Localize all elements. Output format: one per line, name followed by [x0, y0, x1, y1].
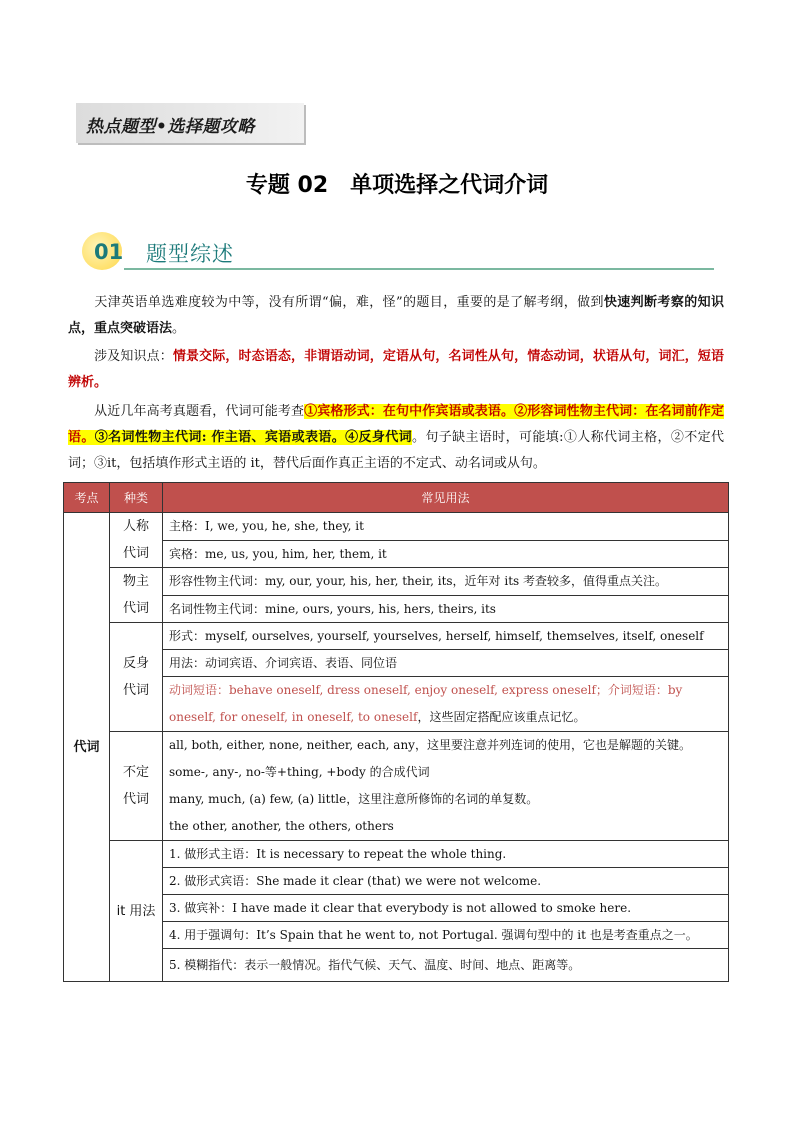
intro-end: 。: [172, 321, 186, 336]
kind-cell-possessive: [110, 568, 163, 623]
section-divider: [124, 268, 714, 270]
pronoun-paragraph: [68, 399, 724, 477]
usage-cell: 用法：动词宾语、介词宾语、表语、同位语: [163, 650, 729, 677]
table-row: [64, 513, 729, 541]
kind-cell-personal: [110, 513, 163, 568]
intro-text: 天津英语单选难度较为中等，没有所谓“偏，难，怪”的题目，重要的是了解考纲，做到: [94, 295, 604, 310]
table-header: 考点: [64, 483, 110, 513]
pronoun-table: [63, 482, 729, 982]
phrase-note: ，这些固定搭配应该重点记忆。: [417, 710, 586, 724]
table-header-row: [64, 483, 729, 513]
usage-cell: 4. 用于强调句：It’s Spain that he went to, not Portugal. 强调句型中的 it 也是考查重点之一。: [163, 922, 729, 949]
usage-cell: 形容性物主代词：my, our, your, his, her, their, its，近年对 its 考查较多，值得重点关注。: [163, 568, 729, 596]
table-row: [64, 540, 729, 568]
knowledge-paragraph: [68, 344, 724, 396]
kind-cell-indefinite: [110, 732, 163, 841]
knowledge-points: 情景交际，时态语态，非谓语动词，定语从句，名词性从句，情态动词，状语从句，词汇，短语辨析: [68, 349, 724, 390]
knowledge-end: 。: [94, 375, 108, 390]
usage-cell: [163, 732, 729, 841]
table-row: [64, 623, 729, 650]
category-cell: 代词: [64, 513, 110, 982]
usage-cell: 形式：myself, ourselves, yourself, yourselves, herself, himself, themselves, itself, oneself: [163, 623, 729, 650]
indefinite-line: many, much, (a) few, (a) little，这里注意所修饰的名词的单复数。: [169, 792, 539, 806]
table-row: [64, 841, 729, 868]
pronoun-rest: 。句子缺主语时，可能填:①人称代词主格，②不定代词；③it，包括填作形式主语的 it，替代后面作真正主语的不定式、动名词或从句。: [68, 430, 724, 471]
kind-cell-reflexive: [110, 623, 163, 732]
table-row: [64, 868, 729, 895]
section-banner: [76, 103, 304, 143]
pronoun-highlight-2: ③名词性物主代词: 作主语、宾语或表语。④反身代词: [94, 430, 413, 445]
section-label: 题型综述: [146, 242, 234, 266]
pronoun-intro: 从近几年高考真题看，代词可能考查: [94, 404, 305, 419]
usage-cell: 3. 做宾补：I have made it clear that everybody is not allowed to smoke here.: [163, 895, 729, 922]
knowledge-label: 涉及知识点：: [94, 349, 173, 364]
kind-label: 反身: [122, 656, 149, 671]
usage-cell: 2. 做形式宾语：She made it clear (that) we were not welcome.: [163, 868, 729, 895]
kind-label: 代词: [122, 792, 149, 807]
kind-label: 代词: [122, 546, 149, 561]
usage-cell: 1. 做形式主语：It is necessary to repeat the whole thing.: [163, 841, 729, 868]
table-row: [64, 732, 729, 841]
intro-paragraph: [68, 290, 724, 342]
usage-cell: 主格：I, we, you, he, she, they, it: [163, 513, 729, 541]
indefinite-line: all, both, either, none, neither, each, any，这里要注意并列连词的使用，它也是解题的关键。: [169, 738, 691, 752]
usage-cell: 5. 模糊指代：表示一般情况。指代气候、天气、温度、时间、地点、距离等。: [163, 949, 729, 982]
indefinite-line: some-, any-, no-等+thing, +body 的合成代词: [169, 765, 430, 779]
section-header: [82, 232, 714, 274]
table-header: 种类: [110, 483, 163, 513]
table-row: [64, 595, 729, 623]
table-row: [64, 650, 729, 677]
kind-label: 代词: [122, 601, 149, 616]
table-row: [64, 568, 729, 596]
phrase-list: 动词短语：behave oneself, dress oneself, enjoy oneself, express oneself；介词短语：by oneself, for oneself, in oneself, to oneself: [169, 683, 683, 724]
table-row: [64, 895, 729, 922]
usage-cell: 名词性物主代词：mine, ours, yours, his, hers, theirs, its: [163, 595, 729, 623]
usage-cell: 宾格：me, us, you, him, her, them, it: [163, 540, 729, 568]
kind-label: 代词: [122, 683, 149, 698]
banner-text: 热点题型•选择题攻略: [86, 117, 255, 137]
page-title: 专题 02 单项选择之代词介词: [245, 173, 549, 198]
table-row: [64, 949, 729, 982]
usage-cell: [163, 677, 729, 732]
table-row: [64, 677, 729, 732]
indefinite-line: the other, another, the others, others: [169, 819, 394, 833]
section-number: 01: [94, 240, 124, 264]
table-row: [64, 922, 729, 949]
kind-label: 物主: [122, 574, 149, 589]
intro-emphasis: 快速判断考察的知识点，重点突破语法: [68, 295, 724, 336]
kind-cell-it: it 用法: [110, 841, 163, 982]
pronoun-highlight-1: ①宾格形式：在句中作宾语或表语。②形容词性物主代词：在名词前作定语。: [68, 404, 724, 445]
kind-label: 不定: [122, 765, 149, 780]
kind-label: 人称: [122, 519, 149, 534]
table-header: 常见用法: [163, 483, 729, 513]
